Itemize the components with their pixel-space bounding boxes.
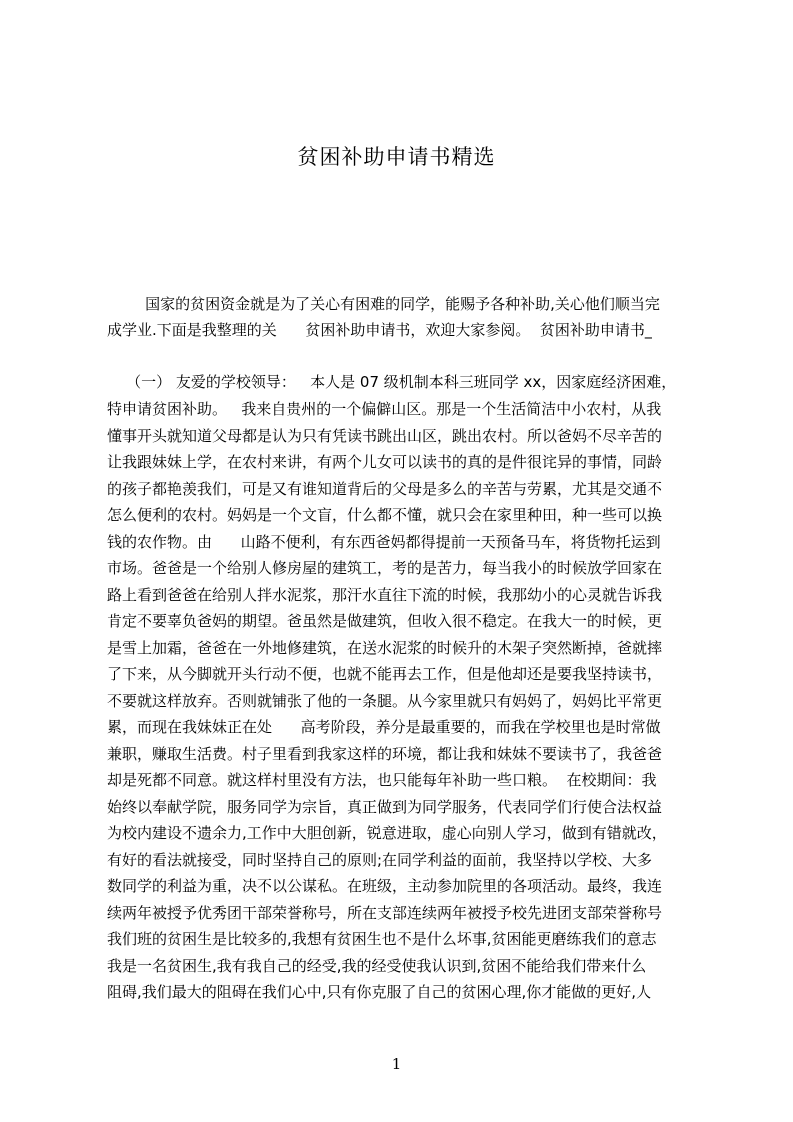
body-line: （一） 友爱的学校领导： 本人是 07 级机制本科三班同学 xx，因家庭经济困难， — [107, 373, 677, 391]
body-line: 为校内建设不遗余力,工作中大胆创新，锐意进取，虚心向别人学习，做到有错就改， — [107, 824, 667, 842]
intro-line: 国家的贫困资金就是为了关心有困难的同学，能赐予各种补助,关心他们顺当完 — [107, 295, 660, 313]
body-line: 兼职，赚取生活费。村子里看到我家这样的环境，都让我和妹妹不要读书了，我爸爸 — [107, 745, 663, 763]
body-line: 特申请贫困补助。 我来自贵州的一个偏僻山区。那是一个生活简洁中小农村，从我 — [107, 400, 662, 418]
body-line: 了下来，从今脚就开头行动不便，也就不能再去工作，但是他却还是要我坚持读书， — [107, 665, 663, 683]
page-number: 1 — [391, 1055, 402, 1073]
body-line: 数同学的利益为重，决不以公谋私。在班级，主动参加院里的各项活动。最终，我连 — [107, 877, 663, 895]
document-title: 贫困补助申请书精选 — [297, 145, 496, 169]
body-line: 我是一名贫困生,我有我自己的经受,我的经受使我认识到,贫困不能给我们带来什么 — [107, 957, 647, 975]
body-line: 怎么便利的农村。妈妈是一个文盲，什么都不懂，就只会在家里种田，种一些可以换 — [107, 506, 663, 524]
body-line: 始终以奉献学院，服务同学为宗旨，真正做到为同学服务，代表同学们行使合法权益 — [107, 798, 663, 816]
body-line: 钱的农作物。由 山路不便利，有东西爸妈都得提前一天预备马车，将货物托运到 — [107, 533, 661, 551]
body-line: 让我跟妹妹上学，在农村来讲，有两个儿女可以读书的真的是件很诧异的事情，同龄 — [107, 453, 663, 471]
intro-line: 成学业.下面是我整理的关 贫困补助申请书，欢迎大家参阅。 贫困补助申请书_ — [107, 321, 653, 339]
body-line: 的孩子都艳羡我们，可是又有谁知道背后的父母是多么的辛苦与劳累，尤其是交通不 — [107, 480, 663, 498]
body-line: 阻碍,我们最大的阻碍在我们心中,只有你克服了自己的贫困心理,你才能做的更好,人 — [107, 983, 652, 1001]
body-line: 是雪上加霜，爸爸在一外地修建筑，在送水泥浆的时候升的木架子突然断掉，爸就摔 — [107, 639, 663, 657]
body-line: 市场。爸爸是一个给别人修房屋的建筑工，考的是苦力，每当我小的时候放学回家在 — [107, 559, 663, 577]
body-line: 懂事开头就知道父母都是认为只有凭读书跳出山区，跳出农村。所以爸妈不尽辛苦的 — [107, 427, 663, 445]
body-line: 累，而现在我妹妹正在处 高考阶段，养分是最重要的，而我在学校里也是时常做 — [107, 718, 661, 736]
body-line: 有好的看法就接受，同时坚持自己的原则;在同学利益的面前，我坚持以学校、大多 — [107, 851, 653, 869]
body-line: 肯定不要辜负爸妈的期望。爸虽然是做建筑，但收入很不稳定。在我大一的时候，更 — [107, 612, 663, 630]
body-line: 却是死都不同意。就这样村里没有方法，也只能每年补助一些口粮。 在校期间：我 — [107, 771, 657, 789]
body-line: 续两年被授予优秀团干部荣誉称号，所在支部连续两年被授予校先进团支部荣誉称号 — [107, 904, 663, 922]
body-line: 我们班的贫困生是比较多的,我想有贫困生也不是什么坏事,贫困能更磨练我们的意志 — [107, 930, 657, 948]
body-line: 不要就这样放弃。否则就铺张了他的一条腿。从今家里就只有妈妈了，妈妈比平常更 — [107, 692, 663, 710]
body-line: 路上看到爸爸在给别人拌水泥浆，那汗水直往下流的时候，我那幼小的心灵就告诉我 — [107, 586, 663, 604]
